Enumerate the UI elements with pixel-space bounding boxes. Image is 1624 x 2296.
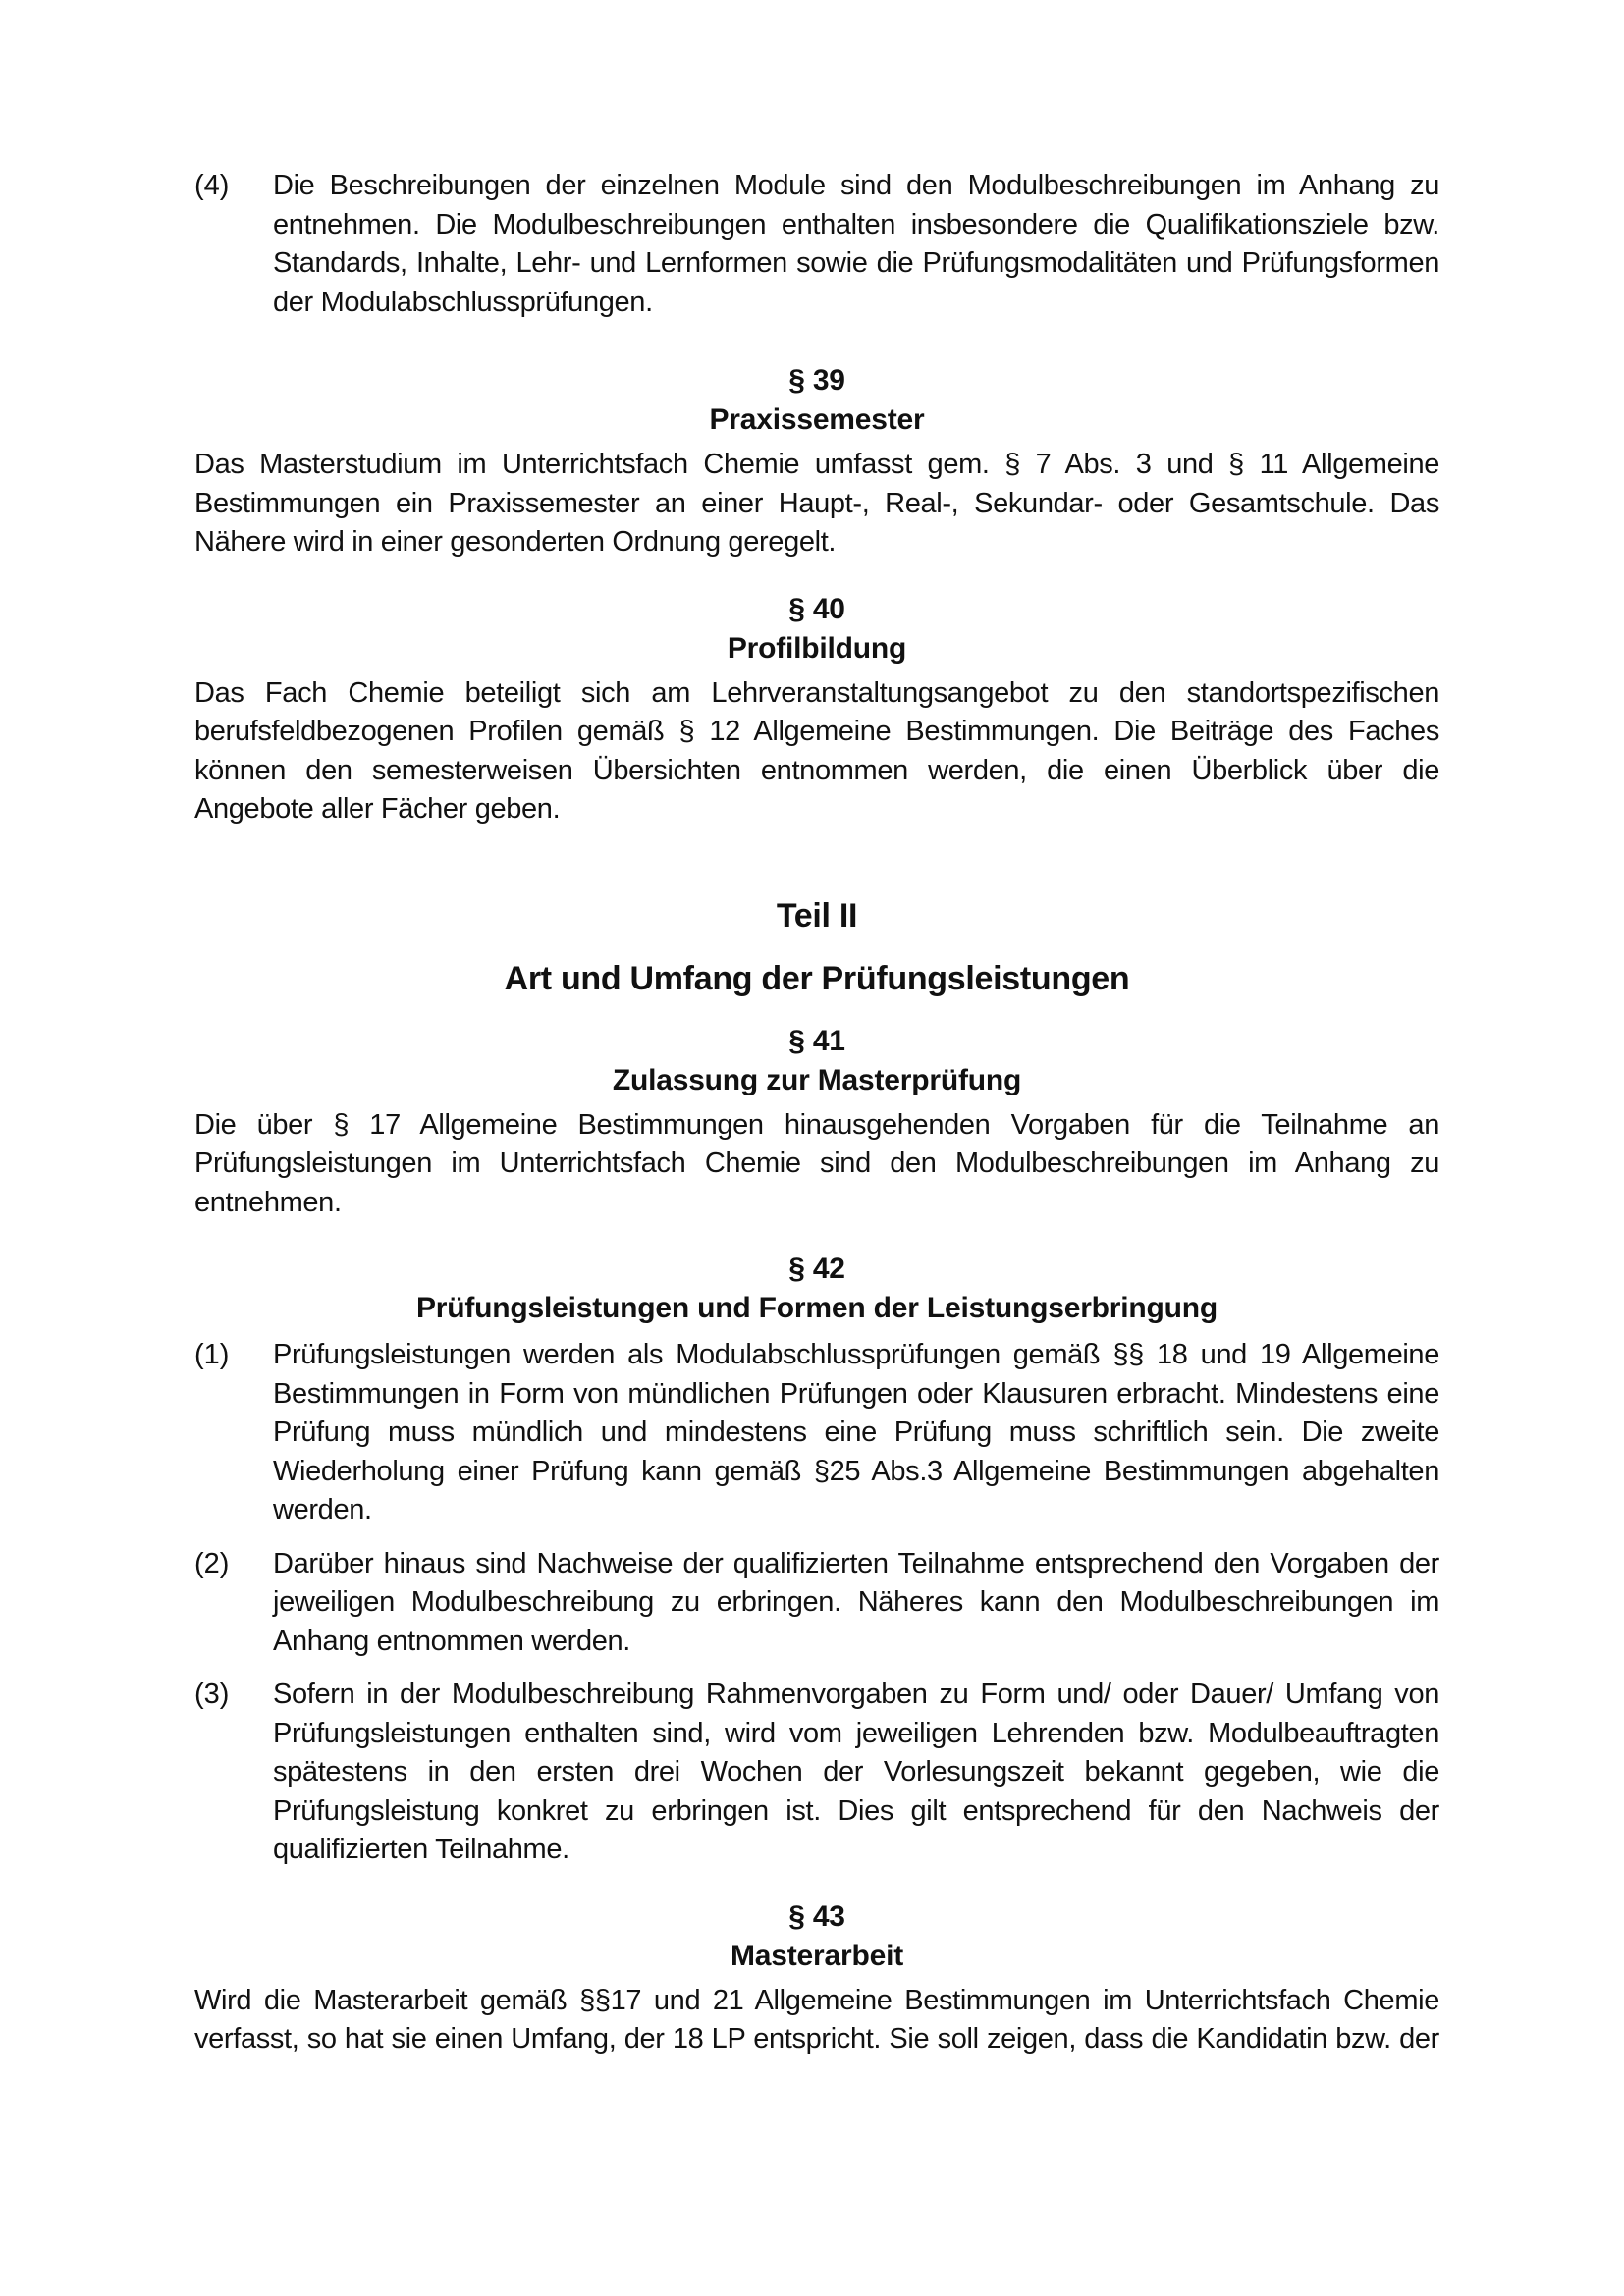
item-text: Die Beschreibungen der einzelnen Module sind den Modulbeschreibungen im Anhang zu entnehmen. Die Modulbeschreibungen enthalten insbesondere die Qualifikationsziele bzw. Standards, Inhalte, Lehr- und Lernformen sowie die Prüfungsmodalitäten und Prüfungsformen der Modulabschlussprüfungen. [273,170,1439,318]
item-text: Darüber hinaus sind Nachweise der qualifizierten Teilnahme entsprechend den Vorgaben der jeweiligen Modulbeschreibung zu erbringen. Näheres kann den Modulbeschreibungen im Anhang entnommen werden. [273,1547,1439,1657]
item-number: (3) [194,1679,230,1710]
section-number: § 39 [788,364,845,397]
section-43 [194,1897,1439,2059]
section-number: § 40 [788,592,845,625]
item-number: (4) [194,170,230,201]
paragraph-item-4 [194,167,1439,322]
section-text: Wird die Masterarbeit gemäß §§17 und 21 Allgemeine Bestimmungen im Unterrichtsfach Chemie verfasst, so hat sie einen Umfang, der 18 LP entspricht. Sie soll zeigen, dass die Kandidatin bzw. der [194,1984,1439,2055]
section-text: Das Masterstudium im Unterrichtsfach Chemie umfasst gem. § 7 Abs. 3 und § 11 Allgemeine Bestimmungen ein Praxissemester an einer Haupt-, Real-, Sekundar- oder Gesamtschule. Das Nähere wird in einer gesonderten Ordnung geregelt. [194,449,1439,558]
paragraph-item-2 [194,1545,1439,1662]
part-label: Teil II [776,896,858,934]
section-text: Das Fach Chemie beteiligt sich am Lehrveranstaltungsangebot zu den standortspezifischen berufsfeldbezogenen Profilen gemäß § 12 Allgemeine Bestimmungen. Die Beiträge des Faches können den semesterweisen Übersichten entnommen werden, die einen Überblick über die Angebote aller Fächer geben. [194,676,1439,825]
section-title: Praxissemester [709,403,925,436]
section-40 [194,590,1439,829]
paragraph-item-3 [194,1676,1439,1870]
section-title: Masterarbeit [730,1939,903,1972]
part-heading [194,894,1439,1000]
section-title: Profilbildung [727,631,907,665]
section-title: Prüfungsleistungen und Formen der Leistungserbringung [415,1292,1218,1324]
item-number: (1) [194,1339,230,1370]
item-number: (2) [194,1547,230,1579]
section-number: § 43 [788,1899,845,1933]
section-title: Zulassung zur Masterprüfung [612,1063,1022,1096]
item-text: Prüfungsleistungen werden als Modulabschlussprüfungen gemäß §§ 18 und 19 Allgemeine Bestimmungen in Form von mündlichen Prüfungen oder Klausuren erbracht. Mindestens eine Prüfung muss mündlich und mindestens eine Prüfung muss schriftlich sein. Die zweite Wiederholung einer Prüfung kann gemäß §25 Abs.3 Allgemeine Bestimmungen abgehalten werden. [273,1339,1439,1525]
section-number: § 42 [788,1253,845,1285]
document-page [194,167,1439,2059]
section-number: § 41 [788,1024,845,1057]
section-41 [194,1022,1439,1223]
paragraph-item-1 [194,1336,1439,1530]
section-42 [194,1250,1439,1870]
section-39 [194,361,1439,562]
item-text: Sofern in der Modulbeschreibung Rahmenvorgaben zu Form und/ oder Dauer/ Umfang von Prüfungsleistungen enthalten sind, wird vom jeweiligen Lehrenden bzw. Modulbeauftragten spätestens in den ersten drei Wochen der Vorlesungszeit bekannt gegeben, wie die Prüfungsleistung konkret zu erbringen ist. Dies gilt entsprechend für den Nachweis der qualifizierten Teilnahme. [273,1679,1439,1865]
section-text: Die über § 17 Allgemeine Bestimmungen hinausgehenden Vorgaben für die Teilnahme an Prüfungsleistungen im Unterrichtsfach Chemie sind den Modulbeschreibungen im Anhang zu entnehmen. [194,1108,1439,1218]
part-title: Art und Umfang der Prüfungsleistungen [504,959,1130,997]
